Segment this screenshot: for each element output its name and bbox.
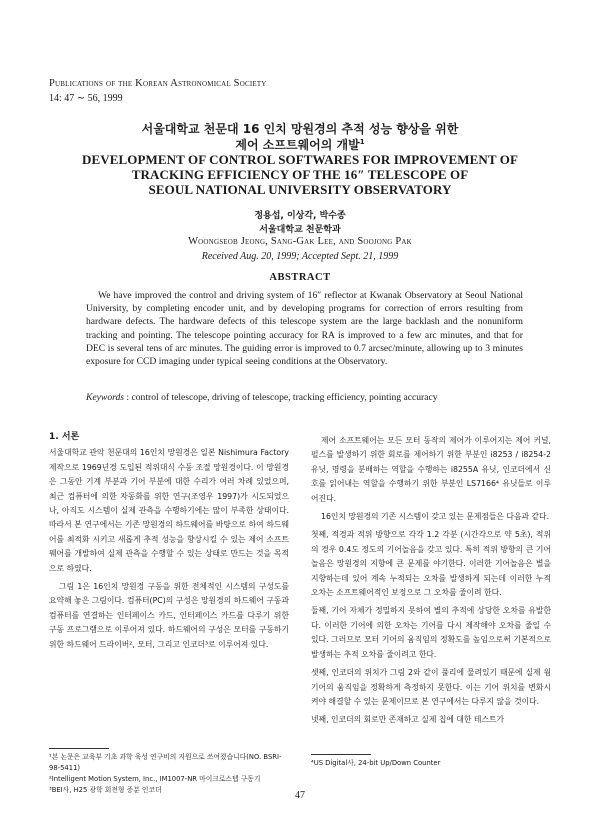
received-dates: Received Aug. 20, 1999; Accepted Sept. 21, 1999 — [201, 251, 399, 262]
paragraph: 서울대학교 관악 천문대의 16인치 망원경은 일본 Nishimura Factory 제작으로 1969년경 도입된 적위대식 수동 조절 망원경이다. 이 망원경은 그동안 기계 부분과 기어 부분에 대한 수리가 여러 차례 있었으며, 최근 컴퓨터에 의한 자동화를 위한 연구(조영우 1997)가 시도되었으나, 아직도 시스템이 실제 관측을 수행하기에는 많이 부족한 상태이다. 따라서 본 연구에서는 기존 망원경의 하드웨어를 바탕으로 하여 하드웨어를 최적화 시키고 새롭게 추적 성능을 향상시킬 수 있는 제어 소프트웨어를 개발하여 실제 관측을 수행할 수 있는 상태로 만드는 것을 목적으로 하였다. — [49, 448, 289, 573]
title-korean-line1: 서울대학교 천문대 16 인치 망원경의 추적 성능 향상을 위한 — [141, 122, 459, 136]
paragraph: 16인치 망원경의 기존 시스템이 갖고 있는 문제점들은 다음과 같다. — [321, 512, 550, 522]
left-column — [49, 430, 289, 656]
title-korean-line2 — [40, 136, 560, 153]
paragraph: 둘째, 기어 자체가 정밀하지 못하여 별의 추적에 상당한 오차를 유발한다. 이러한 기어에 의한 오차는 기어를 다시 제작해야 오차를 줄일 수 있다. 그러므로 모터 기어의 움직임의 정확도를 높임으로써 기본적으로 발생하는 추적 오차를 줄이려고 한다. — [311, 606, 551, 659]
footnote-divider-left — [49, 748, 109, 749]
section-heading-introduction: 1. 서론 — [49, 432, 80, 442]
title-footnote-mark: 1 — [359, 138, 365, 146]
paragraph: 넷째, 인코더의 회로만 존재하고 실제 칩에 대한 테스트가 — [311, 715, 505, 725]
keywords — [86, 392, 523, 403]
title-english-line1: DEVELOPMENT OF CONTROL SOFTWARES FOR IMPROVEMENT OF — [81, 152, 519, 167]
footnote: ²Intelligent Motion System, Inc., IM1007-NR 마이크로스텝 구동기 — [49, 775, 261, 783]
keywords-label: Keywords — [86, 392, 125, 403]
abstract-heading: ABSTRACT — [269, 272, 331, 283]
keywords-list: : control of telescope, driving of telescope, tracking efficiency, pointing accuracy — [124, 392, 438, 403]
title-english — [40, 152, 560, 197]
title-korean-line2-text: 제어 소프트웨어의 개발 — [235, 138, 360, 152]
footnote: ¹본 논문은 교육부 기초 과학 육성 연구비의 지원으로 쓰여졌습니다(NO. BSRI-98-5411) — [49, 753, 282, 772]
paragraph: 셋째, 인코더의 위치가 그림 2와 같이 풀리에 물려있기 때문에 실제 웜 기어의 움직임을 정확하게 측정하지 못한다. 이는 기어 위치를 변화시켜야 해결할 수 있는 문제이므로 본 연구에서는 다루지 않을 것이다. — [311, 668, 551, 706]
footnotes-right — [311, 758, 551, 769]
footnote: ³BEI사, H25 광학 회전형 증분 인코더 — [49, 786, 162, 794]
journal-name: Publications of the Korean Astronomical Society — [49, 78, 267, 89]
page-number: 47 — [295, 790, 305, 801]
volume-info: 14: 47 ∼ 56, 1999 — [49, 93, 123, 104]
authors-english: Woongseob Jeong, Sang-Gak Lee, and Soojong Pak — [188, 236, 412, 247]
paragraph: 그림 1은 16인치 망원경 구동을 위한 전체적인 시스템의 구성도를 요약해 놓은 그림이다. 컴퓨터(PC)의 구성은 망원경의 하드웨어 구동과 컴퓨터를 연결하는 인터페이스 카드, 인터페이스 카드를 다루기 위한 구동 프로그램으로 이루어져 있다. 하드웨어의 구성은 모터를 구동하기 위한 하드웨어 드라이버², 모터, 그리고 인코더³로 이루어져 있다. — [49, 582, 289, 649]
paragraph: 첫째, 적경과 적위 방향으로 각각 1.2 각분 (시간각으로 약 5초), 적위의 경우 0.4도 정도의 기어놀음을 갖고 있다. 특히 적위 방향의 큰 기어놀음은 망원경의 지향에 큰 문제를 야기한다. 이러한 기어놀음은 별을 지향하는데 있어 계속 누적되는 오차를 발생하게 되는데 이러한 누적 오차는 소프트웨어적인 보정으로 그 오차를 줄이려 한다. — [311, 530, 551, 598]
title-english-line2: TRACKING EFFICIENCY OF THE 16″ TELESCOPE OF — [131, 167, 469, 182]
abstract-text: We have improved the control and driving system of 16″ reflector at Kwanak Observatory at Seoul National University, by completing encoder unit, and by developing programs for correction of errors resulting from hardware defects. The hardware defects of this telescope system are the large backlash and the nonuniform tracking and pointing. The telescope pointing accuracy for RA is improved to a few arc minutes, and that for DEC is several tens of arc minutes. The guiding error is improved to 0.7 arcsec/minute, allowing up to 3 minutes exposure for CCD imaging under typical seeing conditions at the Observatory. — [86, 290, 523, 368]
affiliation-korean: 서울대학교 천문학과 — [259, 225, 341, 235]
paragraph: 제어 소프트웨어는 모든 모터 동작의 제어가 이루어지는 제어 커널, 펄스를 발생하기 위한 회로를 제어하기 위한 부분인 i8253 / i8254-2 유닛, 명령을 분배하는 역할을 수행하는 i8255A 유닛, 인코더에서 신호를 읽어내는 역할을 수행하기 위한 부분인 LS7166⁴ 유닛들로 이루어진다. — [311, 436, 551, 503]
title-english-line3: SEOUL NATIONAL UNIVERSITY OBSERVATORY — [148, 182, 452, 197]
right-column — [311, 434, 551, 732]
authors-korean: 정용섭, 이상각, 박수종 — [254, 211, 346, 221]
footnote-divider-right — [311, 754, 371, 755]
footnote: ⁴US Digital사, 24-bit Up/Down Counter — [311, 759, 441, 767]
